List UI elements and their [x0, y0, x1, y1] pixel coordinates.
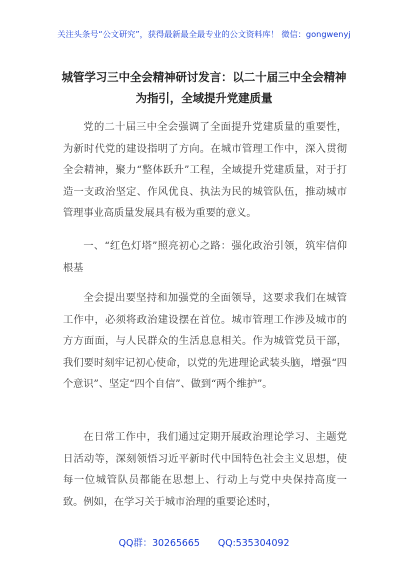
- footer-qq-group: QQ群：30265665: [118, 538, 200, 549]
- footer-qq: QQ:535304092: [217, 538, 290, 549]
- footer-contact: [0, 535, 408, 549]
- header-promo-note: 关注头条号“公文研究”，获得最新最全最专业的公文资料库！ 微信：gongwenyj: [57, 29, 351, 39]
- body-paragraph-political-leadership: 全会提出要坚持和加强党的全面领导，这要求我们在城管工作中，必须将政治建设摆在首位。城市管理工作涉及城市的方方面面，与人民群众的生活息息相关。作为城管党员干部，我们要时刻牢记初心使命，以党的先进理论武装头脑，增强“四个意识”、坚定“四个自信”、做到“两个维护”。: [63, 293, 347, 390]
- section-heading-1: 一、“红色灯塔”照亮初心之路：强化政治引领，筑牢信仰根基: [63, 241, 347, 274]
- body-paragraph-intro: 党的二十届三中全会强调了全面提升党建质量的重要性，为新时代党的建设指明了方向。在城市管理工作中，深入贯彻全会精神，聚力“整体跃升”工程，全域提升党建质量，对于打造一支政治坚定、作风优良、执法为民的城管队伍，推动城市管理事业高质量发展具有极为重要的意义。: [63, 122, 347, 219]
- document-title: 城管学习三中全会精神研讨发言：以二十届三中全会精神为指引，全域提升党建质量: [61, 70, 347, 105]
- body-paragraph-daily-work: 在日常工作中，我们通过定期开展政治理论学习、主题党日活动等，深刻领悟习近平新时代中国特色社会主义思想，使每一位城管队员都能在思想上、行动上与党中央保持高度一致。例如，在学习关于城市治理的重要论述时，: [63, 432, 347, 508]
